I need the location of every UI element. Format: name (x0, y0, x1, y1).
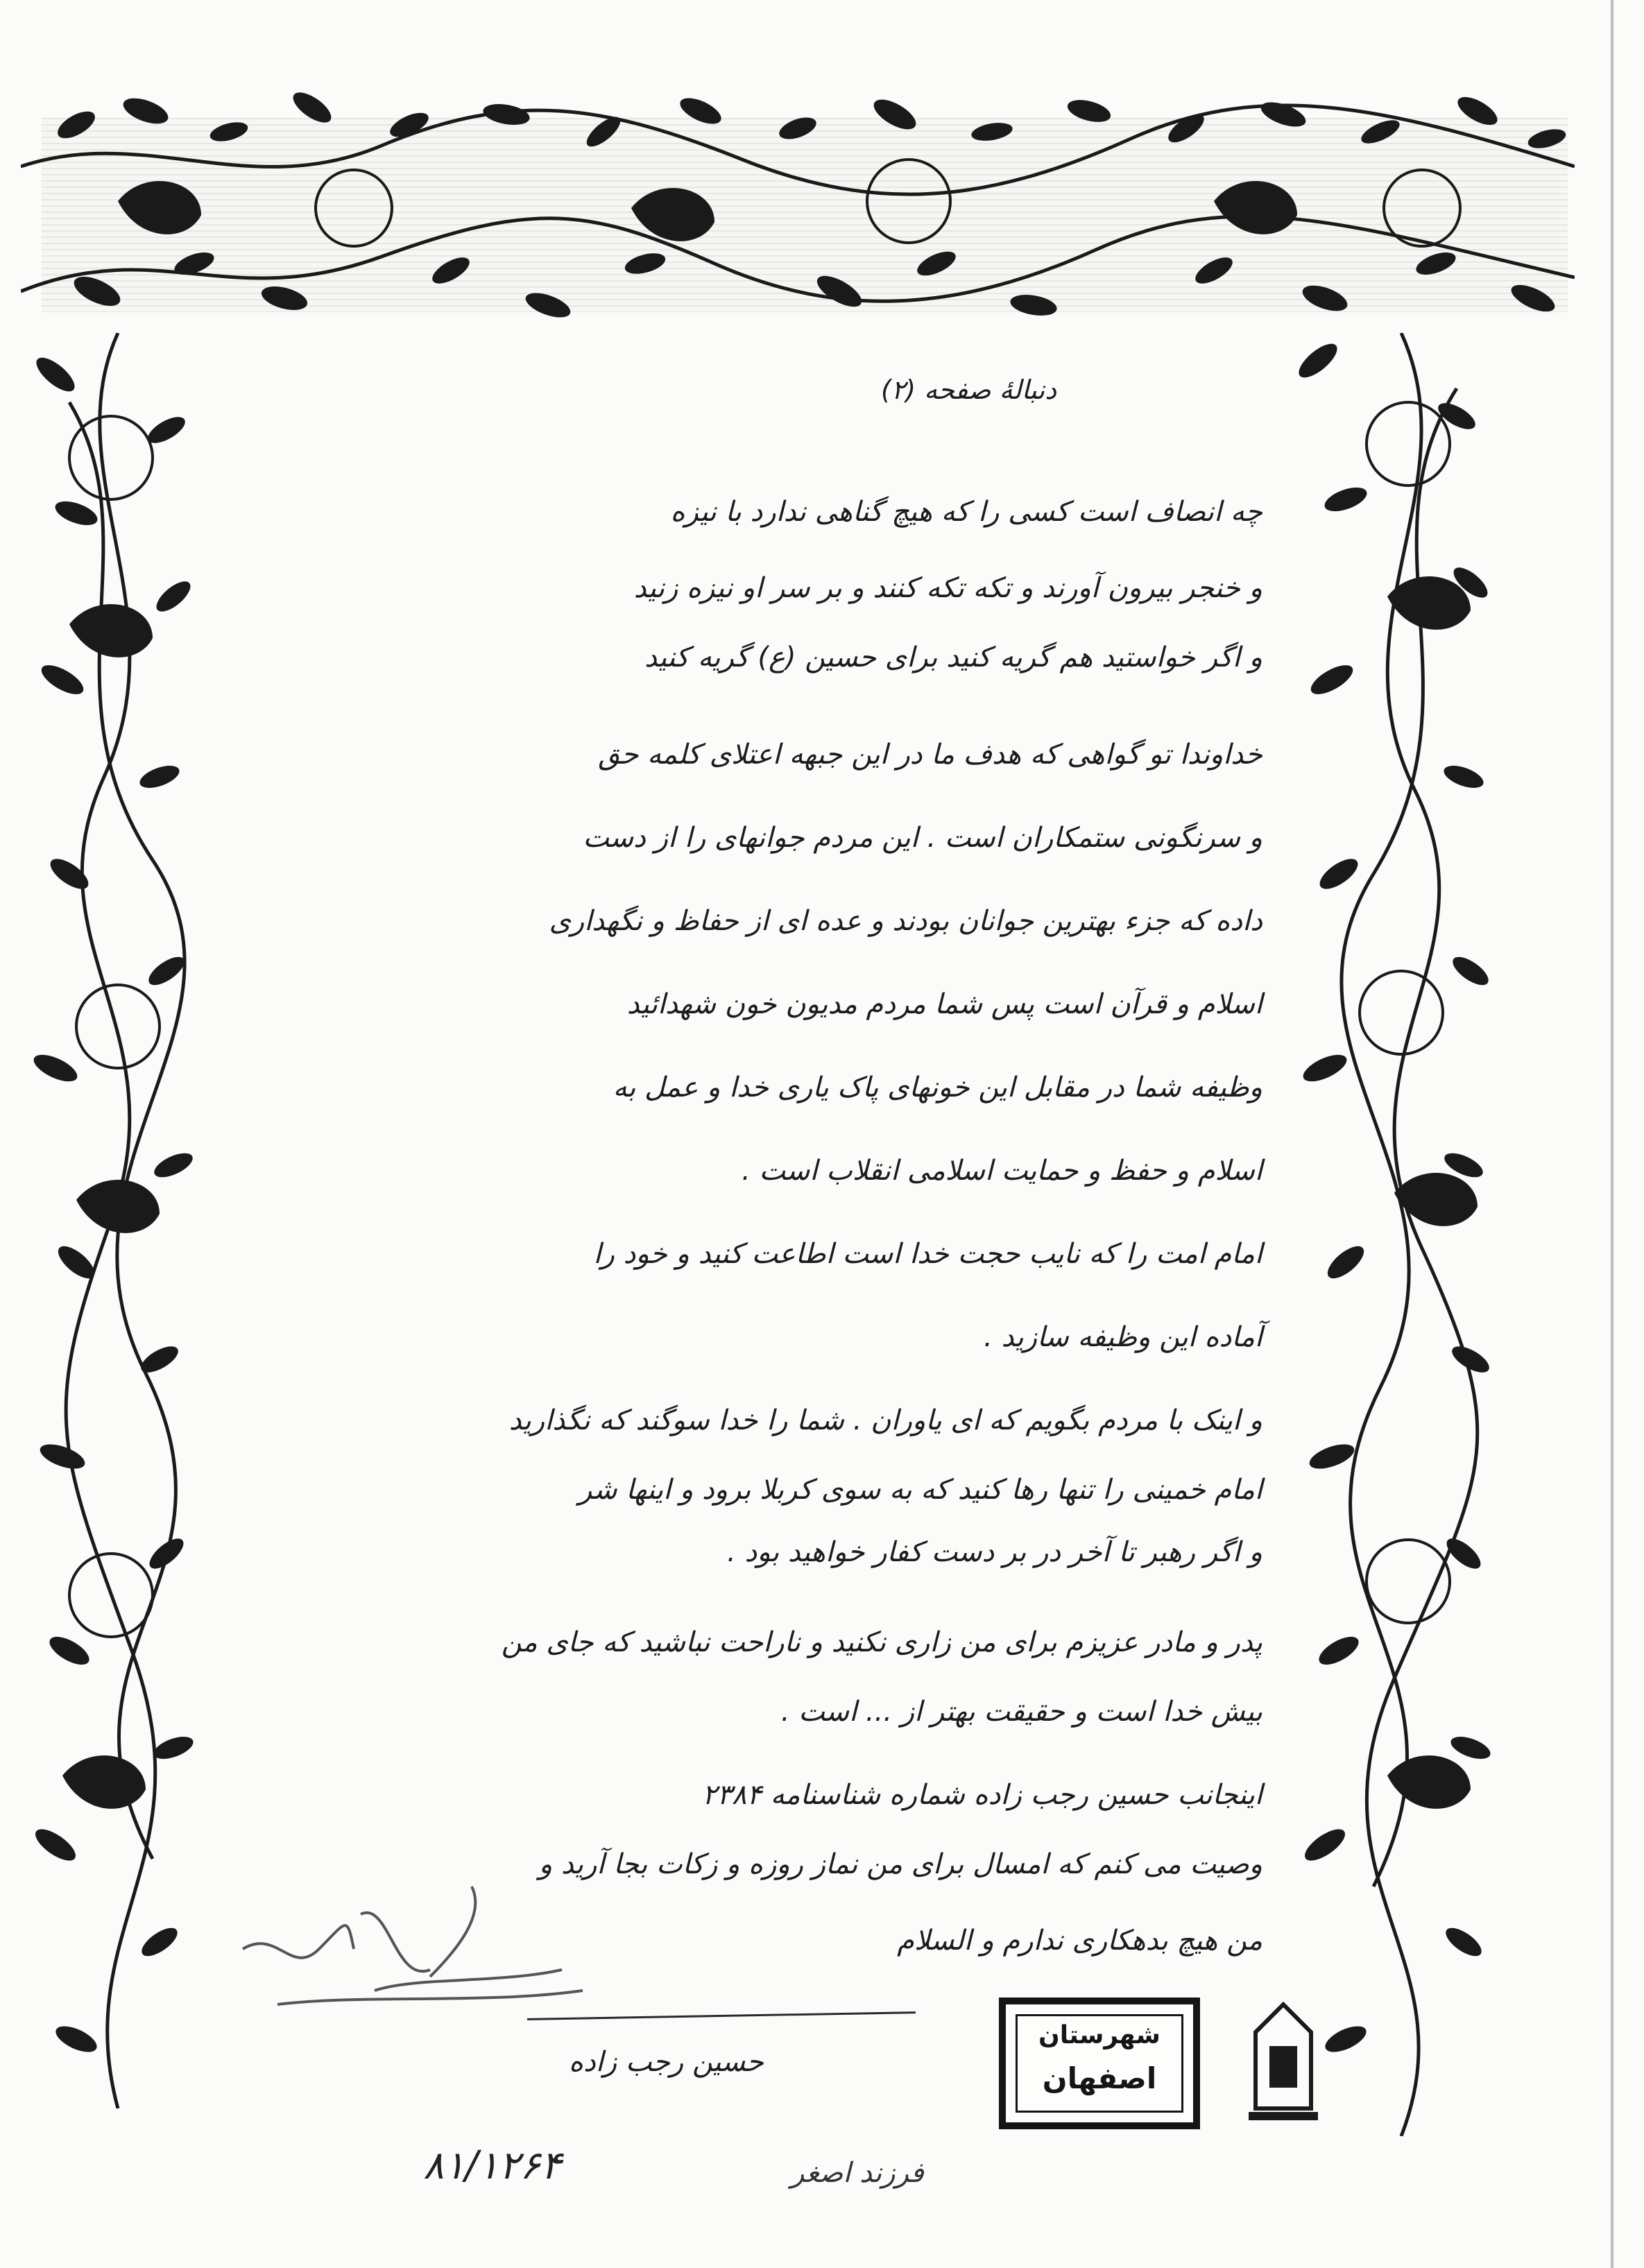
letter-body (236, 347, 1262, 2046)
official-stamp (999, 1998, 1200, 2129)
left-floral-border (14, 333, 222, 2108)
letter-line: وصیت می کنم که امسال برای من نماز روزه و زکات بجا آرید و (538, 1848, 1262, 1880)
letter-line: و خنجر بیرون آورند و تکه تکه کنند و بر سر او نیزه زنید (633, 572, 1262, 604)
letter-line: و اگر خواستید هم گریه کنید برای حسین (ع) گریه کنید (644, 642, 1262, 673)
letter-line: اسلام و قرآن است پس شما مردم مدیون خون شهدائید (626, 988, 1262, 1020)
letter-line: امام امت را که نایب حجت خدا است اطاعت کنید و خود را (593, 1238, 1262, 1270)
top-floral-border (21, 83, 1575, 333)
signer-name: حسین رجب زاده (569, 2046, 764, 2078)
letter-line: و اگر رهبر تا آخر در بر دست کفار خواهید بود . (727, 1536, 1262, 1568)
page-heading: دنبالهٔ صفحه (۲) (881, 375, 1057, 405)
reference-number: ۸۱/۱۲۶۴ (423, 2143, 562, 2188)
letter-line: آماده این وظیفه سازید . (984, 1321, 1262, 1353)
letter-line: وظیفه شما در مقابل این خونهای پاک یاری خدا و عمل به (613, 1072, 1262, 1103)
bottom-note: فرزند اصغر (791, 2157, 924, 2189)
right-floral-border (1276, 333, 1526, 2136)
pen-scribble (236, 1873, 597, 2039)
letter-line: و اینک با مردم بگویم که ای یاوران . شما را خدا سوگند که نگذارید (508, 1404, 1262, 1436)
scan-edge (1611, 0, 1613, 2268)
letter-line: داده که جزء بهترین جوانان بودند و عده ای از حفاظ و نگهداری (549, 905, 1262, 937)
letter-line: بیش خدا است و حقیقت بهتر از ... است . (780, 1696, 1262, 1728)
emblem-icon (1242, 1991, 1325, 2129)
letter-line: چه انصاف است کسی را که هیچ گناهی ندارد با نیزه (670, 496, 1262, 528)
stamp-line-2: اصفهان (1042, 2061, 1157, 2095)
letter-line: و سرنگونی ستمکاران است . این مردم جوانهای را از دست (583, 822, 1262, 854)
letter-line: اینجانب حسین رجب زاده شماره شناسنامه ۲۳۸۴ (702, 1779, 1262, 1811)
letter-line: خداوندا تو گواهی که هدف ما در این جبهه اعتلای کلمه حق (598, 739, 1262, 771)
letter-line: اسلام و حفظ و حمایت اسلامی انقلاب است . (742, 1155, 1262, 1187)
letter-line: پدر و مادر عزیزم برای من زاری نکنید و ناراحت نباشید که جای من (501, 1626, 1262, 1658)
letter-line: امام خمینی را تنها رها کنید که به سوی کربلا برود و اینها شر (579, 1474, 1262, 1506)
stamp-line-1: شهرستان (1038, 2021, 1161, 2050)
letter-line: من هیچ بدهکاری ندارم و السلام (897, 1925, 1262, 1957)
